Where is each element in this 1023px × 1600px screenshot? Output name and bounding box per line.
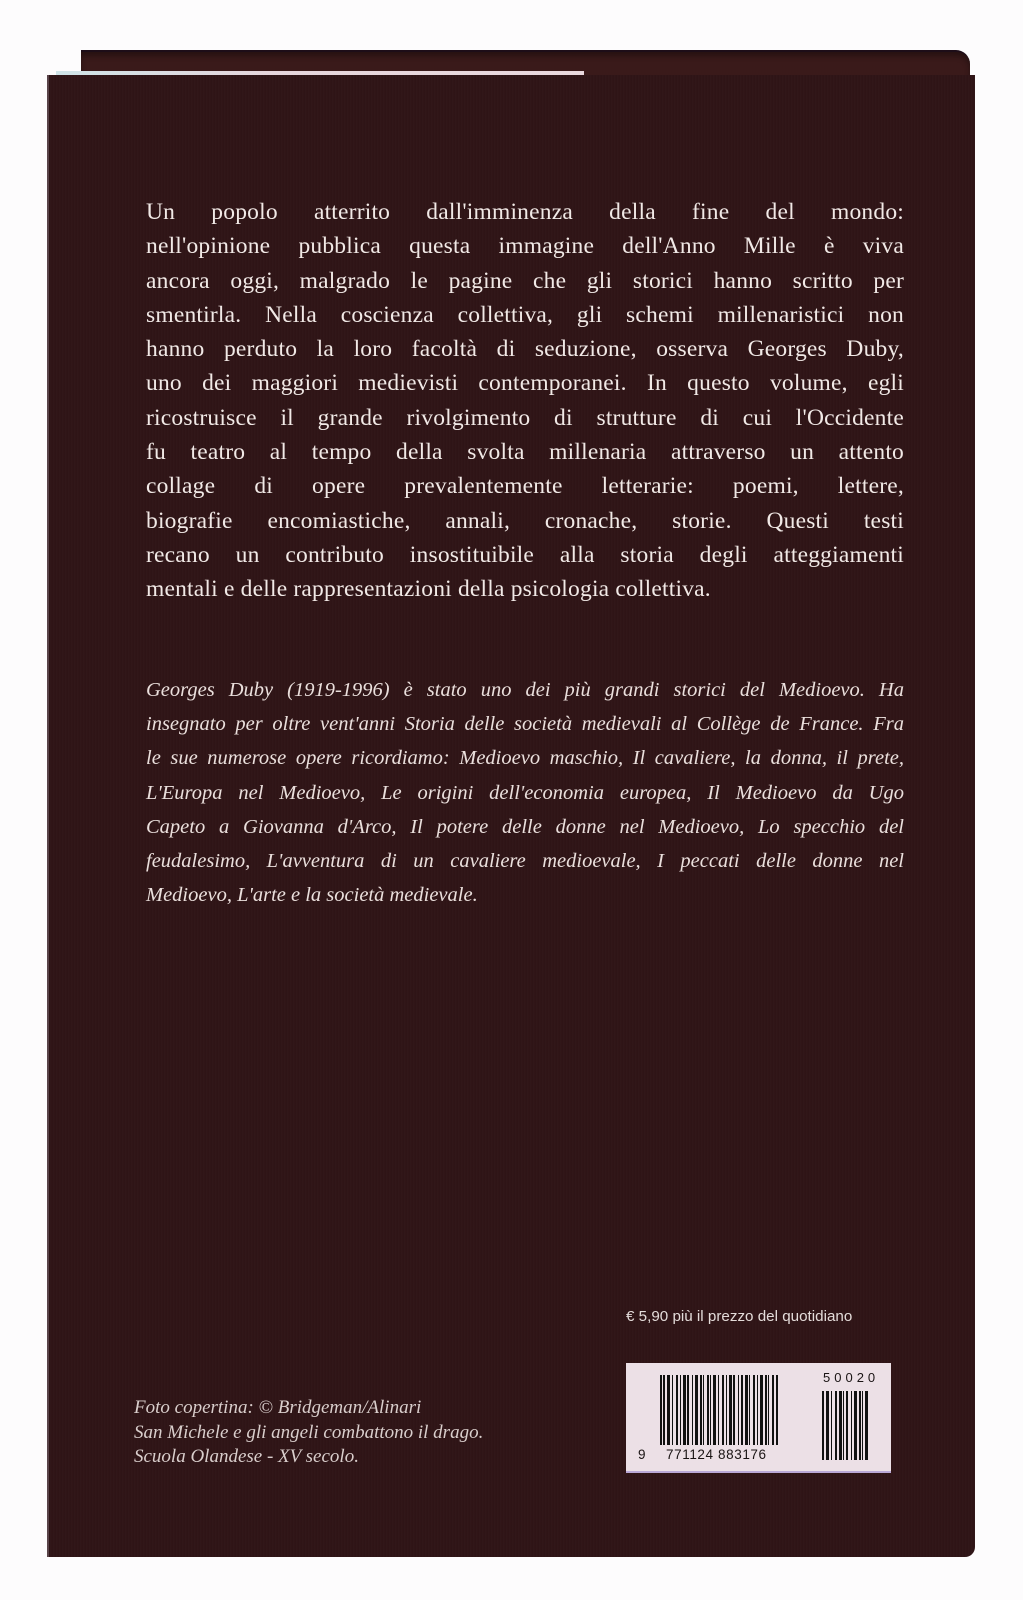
synopsis-line: uno dei maggiori medievisti contemporanei. In questo volume, egli	[146, 370, 904, 397]
synopsis-line: biografie encomiastiche, annali, cronache, storie. Questi testi	[146, 507, 904, 534]
synopsis-line: collage di opere prevalentemente letterarie: poemi, lettere,	[146, 473, 904, 500]
bio-line: Georges Duby (1919-1996) è stato uno dei più grandi storici del Medioevo. Ha	[146, 679, 904, 701]
bio-line: Medioevo, L'arte e la società medievale.	[146, 884, 478, 907]
credit-line: Foto copertina: © Bridgeman/Alinari	[134, 1397, 422, 1418]
ean-barcode	[660, 1375, 808, 1445]
addon-barcode	[822, 1391, 882, 1460]
synopsis-line: recano un contributo insostituibile alla storia degli atteggiamenti	[146, 541, 904, 568]
bio-line: L'Europa nel Medioevo, Le origini dell'economia europea, Il Medioevo da Ugo	[146, 781, 904, 804]
synopsis-line: Un popolo atterrito dall'imminenza della fine del mondo:	[146, 199, 904, 225]
synopsis-line: ancora oggi, malgrado le pagine che gli storici hanno scritto per	[146, 267, 904, 294]
barcode-addon-digits: 50020	[823, 1370, 880, 1385]
bio-line: le sue numerose opere ricordiamo: Medioevo maschio, Il cavaliere, la donna, il prete,	[146, 747, 904, 770]
barcode-label	[626, 1363, 891, 1473]
synopsis-text	[146, 195, 904, 607]
price-label: € 5,90 più il prezzo del quotidiano	[626, 1308, 853, 1325]
synopsis-line: ricostruisce il grande rivolgimento di strutture di cui l'Occidente	[146, 404, 904, 431]
bio-line: insegnato per oltre vent'anni Storia delle società medievali al Collège de France. Fra	[146, 713, 904, 736]
synopsis-line: nell'opinione pubblica questa immagine dell'Anno Mille è viva	[146, 233, 904, 260]
cover-photo-credits	[134, 1396, 574, 1470]
synopsis-line: fu teatro al tempo della svolta millenaria attraverso un attento	[146, 439, 904, 466]
synopsis-line: mentali e delle rappresentazioni della psicologia collettiva.	[146, 576, 711, 603]
synopsis-line: smentirla. Nella coscienza collettiva, gli schemi millenaristici non	[146, 301, 904, 328]
bio-line: feudalesimo, L'avventura di un cavaliere medioevale, I peccati delle donne nel	[146, 850, 904, 873]
ean-first-digit: 9	[638, 1447, 646, 1462]
credit-line: San Michele e gli angeli combattono il drago.	[134, 1421, 484, 1443]
bio-line: Capeto a Giovanna d'Arco, Il potere delle donne nel Medioevo, Lo specchio del	[146, 815, 904, 838]
synopsis-line: hanno perduto la loro facoltà di seduzione, osserva Georges Duby,	[146, 336, 904, 363]
credit-line: Scuola Olandese - XV secolo.	[134, 1446, 359, 1467]
author-bio	[146, 673, 904, 912]
ean-digits: 771124 883176	[666, 1447, 767, 1462]
